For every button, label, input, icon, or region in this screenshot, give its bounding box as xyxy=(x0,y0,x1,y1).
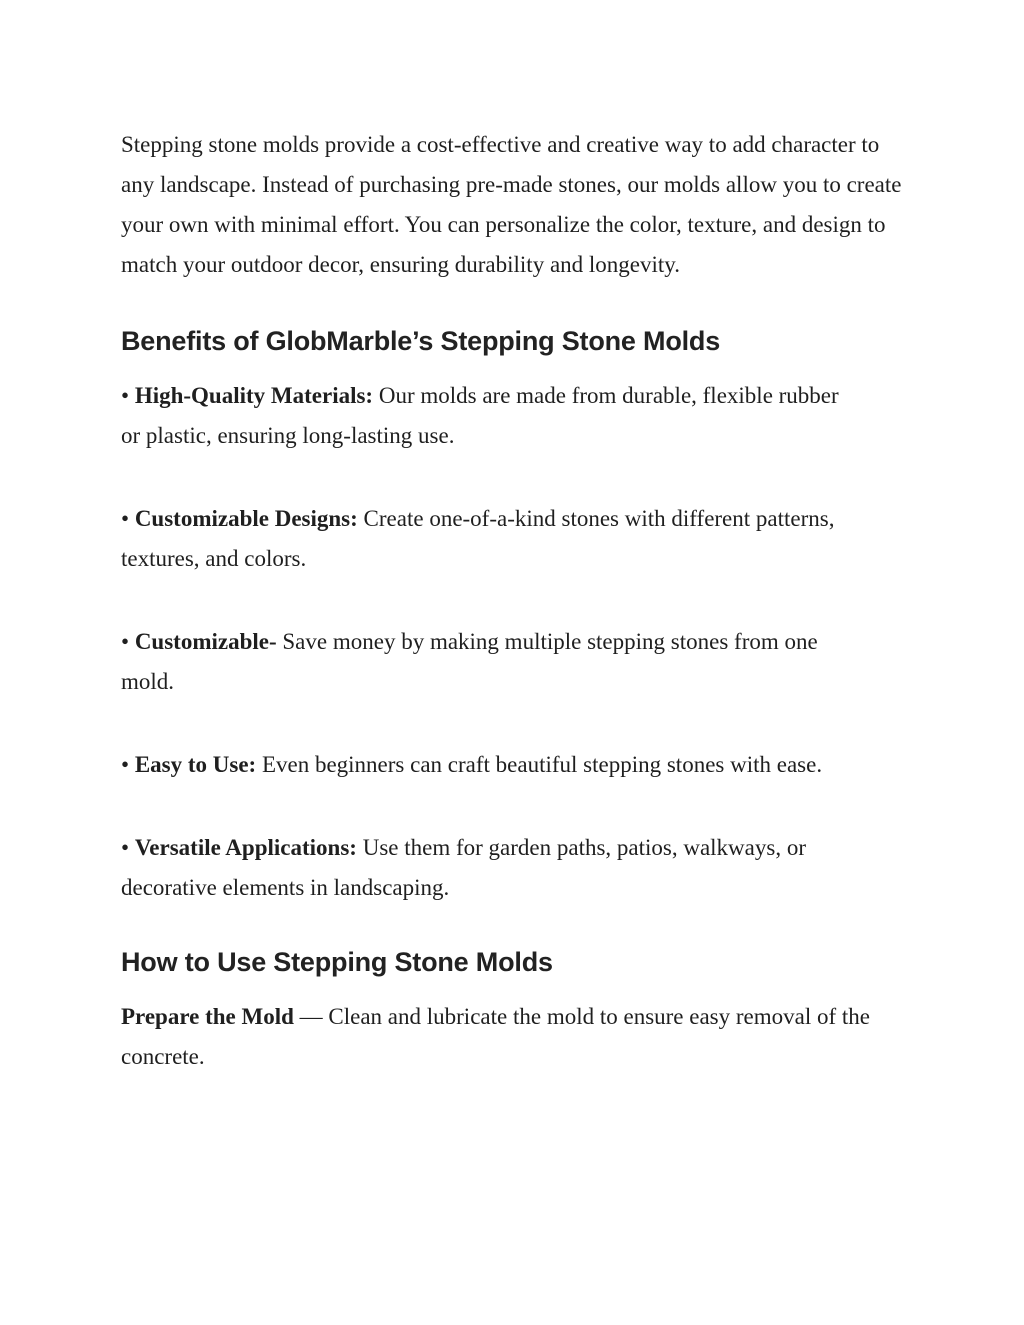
step-item xyxy=(121,997,881,1077)
benefit-item xyxy=(121,499,911,579)
document-page xyxy=(121,125,921,1077)
benefit-text: Even beginners can craft beautiful stepping stones with ease. xyxy=(261,752,823,777)
step-text: Clean and lubricate the mold to ensure easy removal of the concrete. xyxy=(121,1004,870,1069)
step-term: Prepare the Mold xyxy=(121,1004,294,1029)
step-separator: — xyxy=(299,1004,323,1029)
benefit-term: Customizable- xyxy=(134,629,277,654)
benefit-text: Create one-of-a-kind stones with different patterns, textures, and colors. xyxy=(121,506,835,571)
benefit-text: Save money by making multiple stepping stones from one mold. xyxy=(121,629,818,694)
benefit-term: High-Quality Materials: xyxy=(134,383,374,408)
benefits-heading: Benefits of GlobMarble’s Stepping Stone Molds xyxy=(121,326,721,356)
benefit-term: Easy to Use: xyxy=(134,752,257,777)
bullet-glyph: • xyxy=(121,752,130,777)
benefits-list xyxy=(121,376,921,908)
intro-paragraph: Stepping stone molds provide a cost-effective and creative way to add character to any landscape. Instead of purchasing pre-made stones, our molds allow you to create your own with minimal effort. You can personalize the color, texture, and design to match your outdoor decor, ensuring durability and longevity. xyxy=(121,132,902,277)
howto-heading: How to Use Stepping Stone Molds xyxy=(121,947,553,977)
benefit-text: Our molds are made from durable, flexible rubber or plastic, ensuring long-lasting use. xyxy=(121,383,839,448)
bullet-glyph: • xyxy=(121,629,130,654)
bullet-glyph: • xyxy=(121,383,130,408)
bullet-glyph: • xyxy=(121,506,130,531)
benefit-term: Versatile Applications: xyxy=(134,835,357,860)
benefit-text: Use them for garden paths, patios, walkways, or decorative elements in landscaping. xyxy=(121,835,806,900)
benefit-item xyxy=(121,828,841,908)
benefit-item xyxy=(121,376,841,456)
benefit-item xyxy=(121,622,861,702)
benefit-term: Customizable Designs: xyxy=(134,506,358,531)
benefit-item xyxy=(121,745,921,785)
bullet-glyph: • xyxy=(121,835,130,860)
